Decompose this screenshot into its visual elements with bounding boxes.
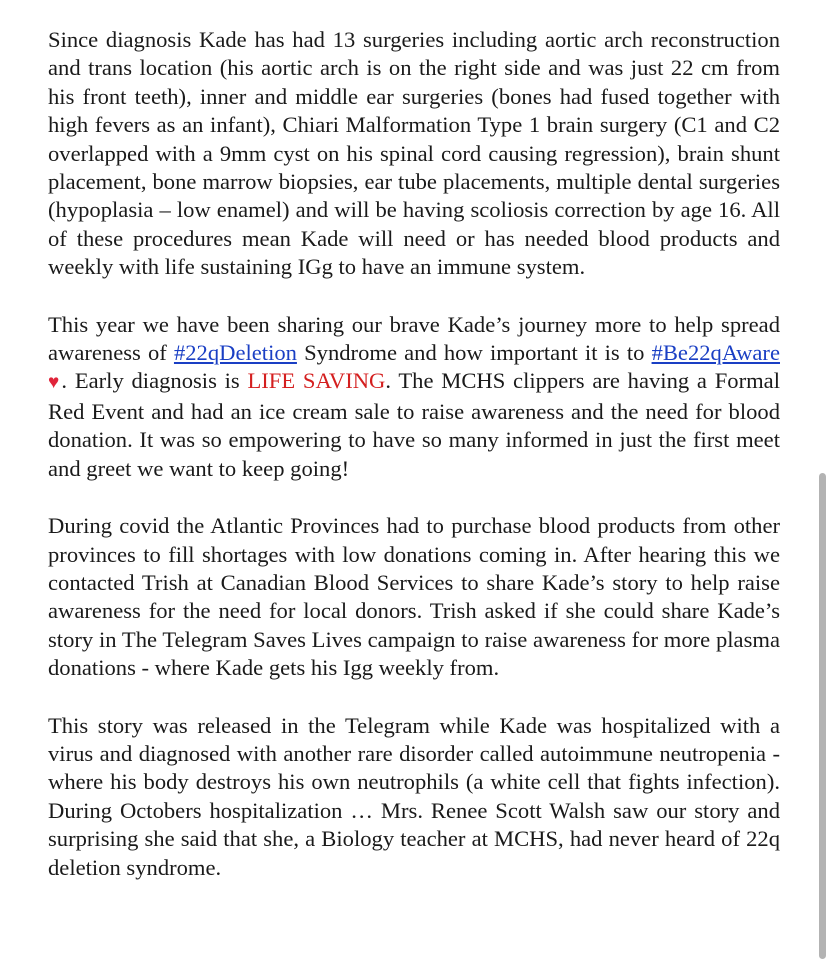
vertical-scrollbar[interactable] bbox=[819, 473, 826, 959]
heart-icon: ♥ bbox=[48, 372, 62, 394]
hashtag-be22qaware-link[interactable]: #Be22qAware bbox=[651, 340, 780, 366]
life-saving-highlight: LIFE SAVING bbox=[247, 368, 386, 394]
hashtag-22qdeletion-link[interactable]: #22qDeletion bbox=[173, 340, 297, 366]
paragraph-awareness-text-3: . Early diagnosis is bbox=[61, 368, 248, 394]
paragraph-awareness-text-2: Syndrome and how important it is to bbox=[296, 340, 652, 366]
paragraph-covid: During covid the Atlantic Provinces had to purchase blood products from other provinces to fill shortages with low donations coming in. After hearing this we contacted Trish at Canadian Blood Services to share Kade’s story to help raise awareness for the need for local donors. Trish asked if she could share Kade’s story in The Telegram Saves Lives campaign to raise awareness for more plasma donations - where Kade gets his Igg weekly from. bbox=[48, 513, 780, 681]
document-body bbox=[48, 26, 780, 911]
paragraph-surgeries: Since diagnosis Kade has had 13 surgeries including aortic arch reconstruction and trans location (his aortic arch is on the right side and was just 22 cm from his front teeth), inner and middle ear surgeries (bones had fused together with high fevers as an infant), Chiari Malformation Type 1 brain surgery (C1 and C2 overlapped with a 9mm cyst on his spinal cord causing regression), brain shunt placement, bone marrow biopsies, ear tube placements, multiple dental surgeries (hypoplasia – low enamel) and will be having scoliosis correction by age 16. All of these procedures mean Kade will need or has needed blood products and weekly with life sustaining IGg to have an immune system. bbox=[48, 27, 780, 280]
paragraph-awareness bbox=[48, 311, 780, 483]
paragraph-telegram: This story was released in the Telegram while Kade was hospitalized with a virus and diagnosed with another rare disorder called autoimmune neutropenia - where his body destroys his own neutrophils (a white cell that fights infection). During Octobers hospitalization … Mrs. Renee Scott Walsh saw our story and surprising she said that she, a Biology teacher at MCHS, had never heard of 22q deletion syndrome. bbox=[48, 712, 780, 880]
paragraph-awareness-text-4: . The MCHS clippers are having a Formal Red Event and had an ice cream sale to raise awareness and the need for blood donation. It was so empowering to have so many informed in just the first meet and greet we want to keep going! bbox=[48, 368, 780, 481]
paragraph-awareness-text-1: This year we have been sharing our brave Kade’s journey more to help spread awareness of bbox=[48, 311, 780, 366]
